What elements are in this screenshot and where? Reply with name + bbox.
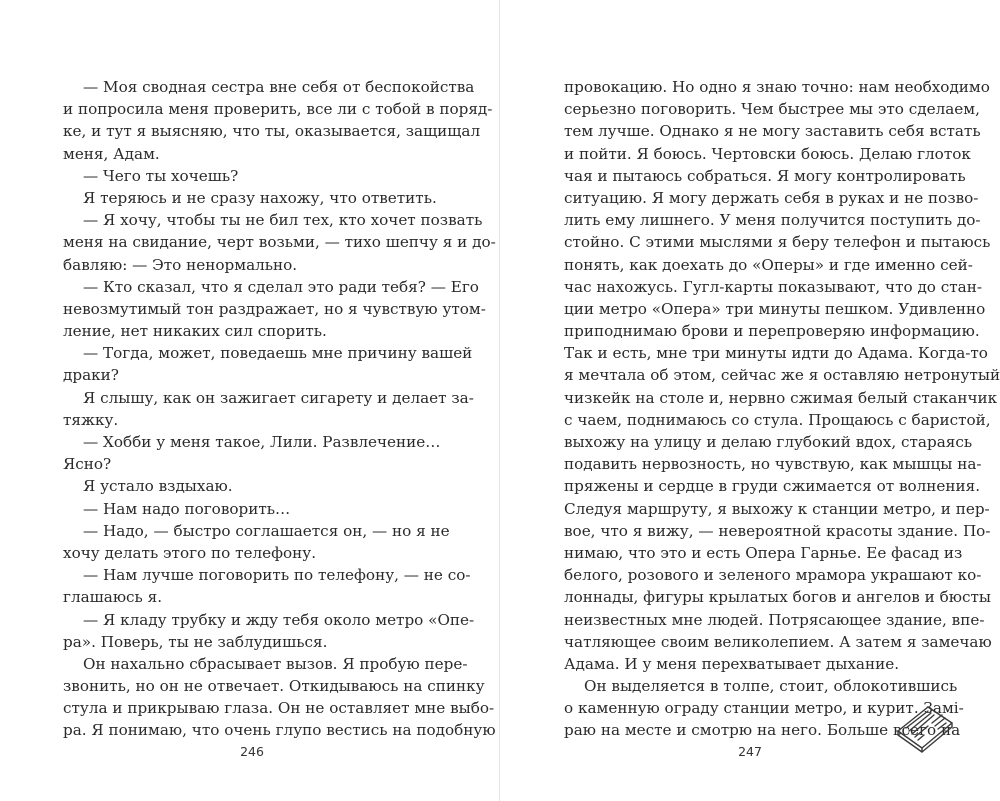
left-page-text-line: стула и прикрываю глаза. Он не оставляет мне выбо- [63,699,495,718]
left-page-text-line: — Тогда, может, поведаешь мне причину вашей [83,344,473,363]
right-page-text-line: час нахожусь. Гугл-карты показывают, что до стан- [564,277,982,296]
right-page-text-line: чатляющее своим великолепием. А затем я замечаю [564,632,992,651]
right-page-text-line: подавить нервозность, но чувствую, как мышцы на- [564,455,982,474]
left-page-text-line: ра». Поверь, ты не заблудишься. [63,632,328,651]
right-page-text-line: я мечтала об этом, сейчас же я оставляю нетронутый [564,366,1000,385]
left-page-text-line: хочу делать этого по телефону. [63,543,317,562]
left-page-text-line: — Надо, — быстро соглашается он, — но я не [83,521,450,540]
left-page-text-line: Я устало вздыхаю. [83,477,233,496]
left-page-text-line: меня, Адам. [63,144,160,163]
right-page-text-line: вое, что я вижу, — невероятной красоты здание. По- [564,521,991,540]
right-page-text-line: Адама. И у меня перехватывает дыхание. [564,654,900,673]
left-page-text-line: Я слышу, как он зажигает сигарету и делает за- [83,388,474,407]
right-page-text-line: раю на месте и смотрю на него. Больше всего на [564,721,961,740]
right-page-text-line: тем лучше. Однако я не могу заставить себя встать [564,122,981,141]
left-page-number: 246 [240,744,264,759]
left-page-text-line: — Я кладу трубку и жду тебя около метро «Опе- [83,610,475,629]
left-page-text-line: бавляю: — Это ненормально. [63,255,298,274]
right-page-text-line: провокацию. Но одно я знаю точно: нам необходимо [564,78,990,96]
left-page-text [63,76,496,742]
right-page-text-line: Так и есть, мне три минуты идти до Адама. Когда-то [564,344,988,363]
left-page-text-line: и попросила меня проверить, все ли с тобой в поряд- [63,100,493,119]
right-page-text-line: ситуацию. Я могу держать себя в руках и не позво- [564,188,979,207]
right-page-text-line: ции метро «Опера» три минуты пешком. Удивленно [564,299,986,318]
left-page-text-line: меня на свидание, черт возьми, — тихо шепчу я и до- [63,233,496,252]
left-page-text-line: — Нам надо поговорить… [83,499,291,518]
right-page-text-line: Следуя маршруту, я выхожу к станции метро, и пер- [564,499,990,518]
left-page-text-line: Я теряюсь и не сразу нахожу, что ответить. [83,188,437,207]
left-page-text-line: драки? [63,366,119,385]
right-page-text-line: пряжены и сердце в груди сжимается от волнения. [564,477,981,496]
right-page-text-line: Он выделяется в толпе, стоит, облокотившись [584,677,958,696]
right-page-text-line: лоннады, фигуры крылатых богов и ангелов и бюсты [564,588,991,607]
right-page-text-line: понять, как доехать до «Оперы» и где именно сей- [564,255,973,274]
right-page-text-line: и пойти. Я боюсь. Чертовски боюсь. Делаю глоток [564,144,971,163]
left-page-text-line: — Я хочу, чтобы ты не бил тех, кто хочет позвать [83,211,483,230]
left-page-text-line: Ясно? [63,455,112,474]
notebook-icon [894,701,956,753]
right-page-text-line: чизкейк на столе и, нервно сжимая белый стаканчик [564,388,998,407]
left-page-text-line: глашаюсь я. [63,588,163,607]
left-page-text-line: — Кто сказал, что я сделал это ради тебя? — Его [83,277,479,296]
right-page-number: 247 [738,744,762,759]
right-page-text-line: о каменную ограду станции метро, и курит. Замі- [564,699,964,718]
right-page-text-line: белого, розового и зеленого мрамора украшают ко- [564,566,982,585]
right-page-text-line: неизвестных мне людей. Потрясающее здание, впе- [564,610,985,629]
left-page-text-line: ра. Я понимаю, что очень глупо вестись на подобную [63,721,496,740]
left-page-text-line: Он нахально сбрасывает вызов. Я пробую пере- [83,654,468,673]
right-page-text-line: нимаю, что это и есть Опера Гарнье. Ее фасад из [564,543,963,562]
right-page-text-line: лить ему лишнего. У меня получится поступить до- [564,211,981,230]
right-page-text-line: стойно. С этими мыслями я беру телефон и пытаюсь [564,233,991,252]
left-page-text-line: тяжку. [63,410,119,429]
left-page-text-line: ке, и тут я выясняю, что ты, оказывается, защищал [63,122,481,141]
left-page-text-line: звонить, но он не отвечает. Откидываюсь на спинку [63,677,485,696]
right-page-text-line: серьезно поговорить. Чем быстрее мы это сделаем, [564,100,980,119]
left-page-text-line: — Чего ты хочешь? [83,166,239,185]
right-page [500,0,1000,801]
left-page-text-line: — Моя сводная сестра вне себя от беспокойства [83,78,475,96]
right-page-text [564,76,1000,742]
right-page-text-line: с чаем, поднимаюсь со стула. Прощаюсь с баристой, [564,410,991,429]
left-page-text-line: невозмутимый тон раздражает, но я чувствую утом- [63,299,486,318]
left-page-text-line: — Нам лучше поговорить по телефону, — не со- [83,566,471,585]
right-page-text-line: приподнимаю брови и перепроверяю информацию. [564,322,980,341]
left-page-text-line: ление, нет никаких сил спорить. [63,322,327,341]
left-page-text-line: — Хобби у меня такое, Лили. Развлечение… [83,433,441,451]
right-page-text-line: чая и пытаюсь собраться. Я могу контролировать [564,166,966,185]
right-page-text-line: выхожу на улицу и делаю глубокий вдох, стараясь [564,433,973,451]
